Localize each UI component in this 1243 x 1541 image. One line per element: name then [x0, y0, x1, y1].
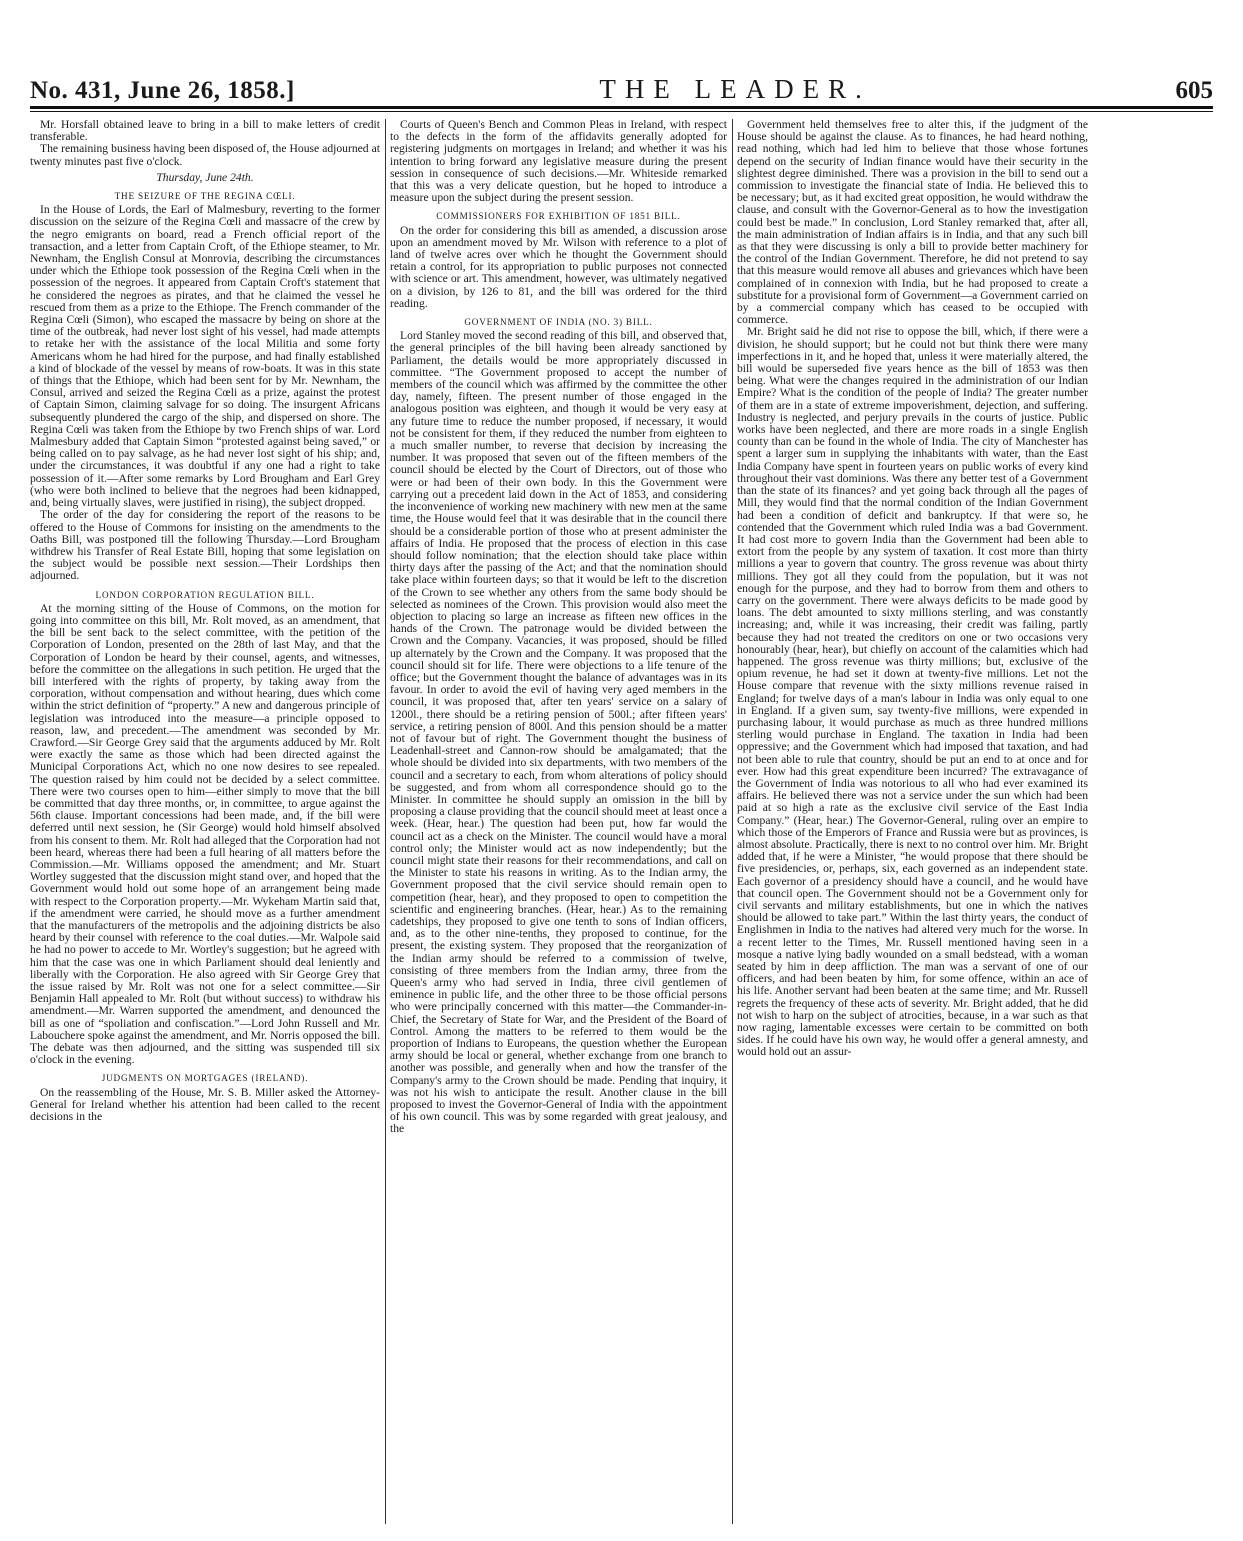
section-heading: JUDGMENTS ON MORTGAGES (IRELAND). — [101, 1073, 309, 1084]
paragraph: At the morning sitting of the House of Commons, on the motion for going into committee on this bill, Mr. Rolt moved, as an amendment, that the bill be sent back to the select committee, with the petition of the Corporation of London, presented on the 28th of last May, and that the Corporation of London be heard by their counsel, agents, and witnesses, before the committee on the allegations in such petition. He urged that the bill interfered with the rights of property, by taking away from the corporation, without compensation and without hearing, dues which come within the strict definition of “property.” A new and dangerous principle of legislation was introduced into the measure—a principle opposed to reason, law, and precedent.—The amendment was seconded by Mr. Crawford.—Sir George Grey said that the arguments adduced by Mr. Rolt were exactly the same as those which had been directed against the Municipal Corporations Act, which no one now desires to see repealed. The question raised by him could not be decided by a select committee. There were two courses open to him—either simply to move that the bill be committed that day three months, or, in committee, to argue against the 56th clause. Important concessions had been made, and, if the bill were deferred until next session, he (Sir George) would hold himself absolved from his consent to them. Mr. Rolt had alleged that the Corporation had not been heard, whereas there had been a full hearing of all matters before the Commission.—Mr. Williams opposed the amendment; and Mr. Stuart Wortley suggested that the discussion might stand over, and hoped that the Government would hold out some hope of an arrangement being made with respect to the Corporation property.—Mr. Wykeham Martin said that, if the amendment were carried, he should move as a further amendment that the manufacturers of the metropolis and the adjoining districts be also heard by their counsel with reference to the coal duties.—Mr. Walpole said he had no power to accede to Mr. Wortley's suggestion; but he agreed with him that the case was one in which Parliament should deal leniently and liberally with the Corporation. He also agreed with Sir George Grey that the issue raised by Mr. Rolt was not one for a select committee.—Sir Benjamin Hall appealed to Mr. Rolt (but without success) to withdraw his amendment.—Mr. Warren supported the amendment, and denounced the bill as one of “spoliation and confiscation.”—Lord John Russell and Mr. Labouchere spoke against the amendment, and Mr. Norris opposed the bill. The debate was then adjourned, and the sitting was suspended till six o'clock in the evening. — [30, 601, 380, 1067]
newspaper-title: THE LEADER. — [599, 74, 871, 104]
issue-line: No. 431, June 26, 1858.] — [30, 77, 295, 104]
paragraph: Lord Stanley moved the second reading of this bill, and observed that, the general principles of the bill having been already sanctioned by Parliament, the details would be more appropriately discussed in committee. “The Government proposed to accept the number of members of the council which was affirmed by the committee the other day, namely, fifteen. The present number of those engaged in the analogous position was eighteen, and though it would be very easy at any future time to reduce the number proposed, if necessary, it would not be consistent for them, if they reduced the number from eighteen to a much smaller number, to reverse that decision by increasing the number. It was proposed that seven out of the fifteen members of the council should be elected by the Court of Directors, out of those who were or had been of their own body. In this the Government were carrying out a precedent laid down in the Act of 1853, and considering the inconvenience of working new machinery with new men at the same time, the House would feel that it was desirable that in the council there should be a considerable portion of those who at present administer the affairs of India. He proposed that the process of election in this case should follow nomination; that the election should take place within thirty days after the passing of the Act; and that the nomination should take place within fourteen days; so that it would be left to the discretion of the Crown to see whether any others from the same body should be selected as nominees of the Crown. This provision would also meet the objection to placing so large an increase as fifteen new offices in the hands of the Crown. The patronage would be divided between the Crown and the Company. Vacancies, it was proposed, should be filled up alternately by the Crown and the Company. It was proposed that the council should sit for life. There were objections to a life tenure of the office; but the Government thought the balance of advantages was in its favour. In order to avoid the evil of having very aged members in the council, it was proposed that, after ten years' service on a salary of 1200l., there should be a retiring pension of 500l.; after fifteen years' service, a retiring pension of 800l. And this pension should be a matter not of favour but of right. The Government thought the business of Leadenhall-street and Cannon-row should be amalgamated; that the whole should be divided into six departments, with two members of the council and a secretary to each, from whom alterations of policy should be suggested, and from whom all correspondence should go to the Minister. In committee he should supply an omission in the bill by proposing a clause providing that the council should meet at least once a week. (Hear, hear.) The question had been put, how far would the council act as a check on the Minister. The council would have a moral control only; the Minister would act as now independently; but the council might state their reasons for their recommendations, and call on the Minister to state his reasons in writing. As to the Indian army, the Government proposed that the civil service should remain open to competition (hear, hear), and they proposed to open to competition the scientific and engineering branches. (Hear, hear.) As to the remaining cadetships, they proposed to give one tenth to sons of Indian officers, and, as to the other nine-tenths, they proposed to continue, for the present, the existing system. They proposed that the reorganization of the Indian army should be referred to a commission of twelve, consisting of three members from the Indian army, three from the Queen's army who had served in India, three civil gentlemen of eminence in public life, and the other three to be those official persons who were principally concerned with this matter—the Commander-in-Chief, the Secretary of State for War, and the President of the Board of Control. Among the matters to be referred to them would be the proportion of Indians to Europeans, the question whether the European army should be local or general, whether exchange from one branch to another was possible, and generally when and how the transfer of the Company's army to the Crown should be made. Pending that inquiry, it was not his wish to anticipate the result. Another clause in the bill proposed to invest the Governor-General of India with the appointment of his own council. This was by some regarded with great jealousy, and the — [390, 329, 727, 1136]
section-heading: GOVERNMENT OF INDIA (NO. 3) BILL. — [464, 317, 653, 328]
masthead-rule-thin — [30, 111, 1213, 112]
column-1 — [30, 119, 380, 1524]
paragraph: In the House of Lords, the Earl of Malmesbury, reverting to the former discussion on the seizure of the Regina Cœli and massacre of the crew by the negro emigrants on board, read a French official report of the transaction, and a letter from Captain Croft, of the Ethiope steamer, to Mr. Newnham, the English Consul at Monrovia, describing the circumstances under which the Ethiope took possession of the Regina Cœli when in the possession of the negroes. It appeared from Captain Croft's statement that he considered the negroes as pirates, and that he claimed the vessel he rescued from them as a prize to the Ethiope. The French commander of the Regina Cœli (Simon), who escaped the massacre by being on shore at the time of the outbreak, had never lost sight of his vessel, had made attempts to retake her with the assistance of the local Militia and some forty Americans whom he had hired for the purpose, and had finally established a kind of blockade of the vessel by means of row-boats. It was in this state of things that the Ethiope, which had been sent for by Mr. Newnham, the Consul, arrived and seized the Regina Cœli as a prize, against the protest of Captain Simon, claiming salvage for so doing. The insurgent Africans subsequently plundered the cargo of the ship, and dispersed on shore. The Regina Cœli was taken from the Ethiope by two French ships of war. Lord Malmesbury added that Captain Simon “protested against being saved,” or being called on to pay salvage, as he had never lost sight of his ship; and, under the circumstances, it was doubtful if any one had a right to take possession of it.—After some remarks by Lord Brougham and Earl Grey (who were both inclined to believe that the negroes had been kidnapped, and, being virtually slaves, were justified in rising), the subject dropped. — [30, 203, 380, 510]
paragraph: On the order for considering this bill as amended, a discussion arose upon an amendment moved by Mr. Wilson with reference to a plot of land of twelve acres over which he thought the Government should retain a control, for its appropriation to public purposes not connected with science or art. This amendment, however, was ultimately negatived on a division, by 126 to 81, and the bill was ordered for the third reading. — [390, 223, 727, 310]
masthead-rule-thick — [30, 106, 1213, 109]
section-heading: LONDON CORPORATION REGULATION BILL. — [95, 589, 315, 600]
paragraph: Mr. Bright said he did not rise to oppose the bill, which, if there were a division, he should support; but he could not but think there were many imperfections in it, and he hoped that, unless it were materially altered, the bill would be superseded five years hence as the bill of 1853 was then being. What were the changes required in the administration of our Indian Empire? What is the condition of the people of India? The greater number of them are in a state of extreme impoverishment, dejection, and suffering. Industry is neglected, and perjury prevails in the courts of justice. Public works have been neglected, and there are more roads in a single English county than can be found in the whole of India. The city of Manchester has spent a larger sum in supplying the inhabitants with water, than the East India Company have spent in fourteen years on public works of every kind throughout their vast dominions. Was there any better test of a Government than the state of its finances? and yet going back through all the pages of Mill, they would find that the normal condition of the Indian Government had been a condition of deficit and bankruptcy. If that were so, he contended that the Government which ruled India was a bad Government. It had cost more to govern India than the Government had been able to extort from the people by any system of taxation. It cost more than thirty millions a year to govern that country. The gross revenue was about thirty millions. They got all they could from the population, but it was not enough for the purpose, and they had to borrow from them and others to carry on the government. There were always deficits to be made good by loans. The debt amounted to sixty millions sterling, and was constantly increasing; and, while it was increasing, their credit was failing, partly because they had not treated the creditors on one or two occasions very honourably (hear, hear), but chiefly on account of the calamities which had happened. The gross revenue was thirty millions; but, exclusive of the opium revenue, he had set it down at twenty-five millions. Let not the House compare that revenue with the sixty millions revenue raised in England; for twelve days of a man's labour in India was only equal to one in England. If a given sum, say twenty-five millions, were expended in purchasing labour, it would purchase as much as three hundred millions sterling would purchase in England. The taxation in India had been oppressive; and the Government which had imposed that taxation, and had not been able to rule that country, should be put an end to at once and for ever. How had this great expenditure been incurred? The extravagance of the Government of India was notorious to all who had ever examined its affairs. He believed there was not a service under the sun which had been paid at so high a rate as the exclusive civil service of the East India Company.” (Hear, hear.) The Governor-General, ruling over an empire to which those of the Emperors of France and Russia were but as provinces, is almost absolute. Practically, there is next to no control over him. Mr. Bright added that, if he were a Minister, “he would propose that there should be five presidencies, or, perhaps, six, each governed as an independent state. Each governor of a presidency should have a council, and he would have that council open. The Government should not be a Government only for civil servants and military establishments, but one in which the natives should be allowed to take part.” Within the last thirty years, the conduct of Englishmen in India to the natives had altered very much for the worse. In a recent letter to the Times, Mr. Russell mentioned having seen in a mosque a native lying badly wounded on a small bedstead, with a woman seated by him in deep affliction. The man was a servant of one of our officers, and had been beaten by him, for some offence, within an ace of his life. Another servant had been beaten at the same time; and Mr. Russell regrets the frequency of these acts of severity. Mr. Bright added, that he did not wish to harp on the subject of atrocities, because, in a war such as that now raging, lamentable excesses were certain to be committed on both sides. If he could have his own way, he would offer a general amnesty, and would hold out an assur- — [737, 325, 1088, 1059]
paragraph: Courts of Queen's Bench and Common Pleas in Ireland, with respect to the defects in the form of the affidavits generally adopted for registering judgments on mortgages in Ireland; and whether it was his intention to bring forward any legislative measure during the present session in consequence of such decisions.—Mr. Whiteside remarked that this was a very delicate question, but he hoped to introduce a measure upon the subject during the present session. — [390, 119, 727, 205]
section-heading: THE SEIZURE OF THE REGINA CŒLI. — [114, 191, 296, 202]
column-3 — [737, 119, 1088, 1524]
paragraph: The order of the day for considering the report of the reasons to be offered to the House of Commons for insisting on the amendments to the Oaths Bill, was postponed till the following Thursday.—Lord Brougham withdrew his Transfer of Real Estate Bill, hoping that some legislation on the subject would be possible next session.—Their Lordships then adjourned. — [30, 508, 380, 583]
page-number: 605 — [1175, 77, 1213, 104]
paragraph: Government held themselves free to alter this, if the judgment of the House should be against the clause. As to finances, he had heard nothing, read nothing, which had led him to believe that those whose fortunes depend on the security of Indian finance would have their security in the slightest degree diminished. There was a provision in the bill to send out a commission to investigate the financial state of India. He believed this to be necessary; but, as it had excited great opposition, he would withdraw the clause, and consult with the Governor-General as to how the investigation could best be made.” In conclusion, Lord Stanley remarked that, after all, the main administration of Indian affairs is in India, and that any such bill as that they were discussing is only a bill to provide better machinery for the control of the Indian Government. Therefore, he did not pretend to say that this measure would remove all abuses and grievances which have been complained of in connexion with India, but he had proposed to create a substitute for a provisional form of Government—a Government carried on by a commercial company which has ceased to be occupied with commerce. — [737, 119, 1088, 327]
paragraph: The remaining business having been disposed of, the House adjourned at twenty minutes past five o'clock. — [30, 142, 380, 168]
paragraph: On the reassembling of the House, Mr. S. B. Miller asked the Attorney-General for Ireland whether his attention had been called to the recent decisions in the — [30, 1085, 380, 1124]
paragraph: Mr. Horsfall obtained leave to bring in a bill to make letters of credit transferable. — [30, 119, 380, 144]
column-2 — [390, 119, 727, 1524]
masthead — [30, 74, 1213, 104]
article-columns — [30, 119, 1088, 1524]
section-heading: COMMISSIONERS FOR EXHIBITION OF 1851 BILL. — [436, 211, 681, 222]
date-heading: Thursday, June 24th. — [156, 170, 254, 184]
